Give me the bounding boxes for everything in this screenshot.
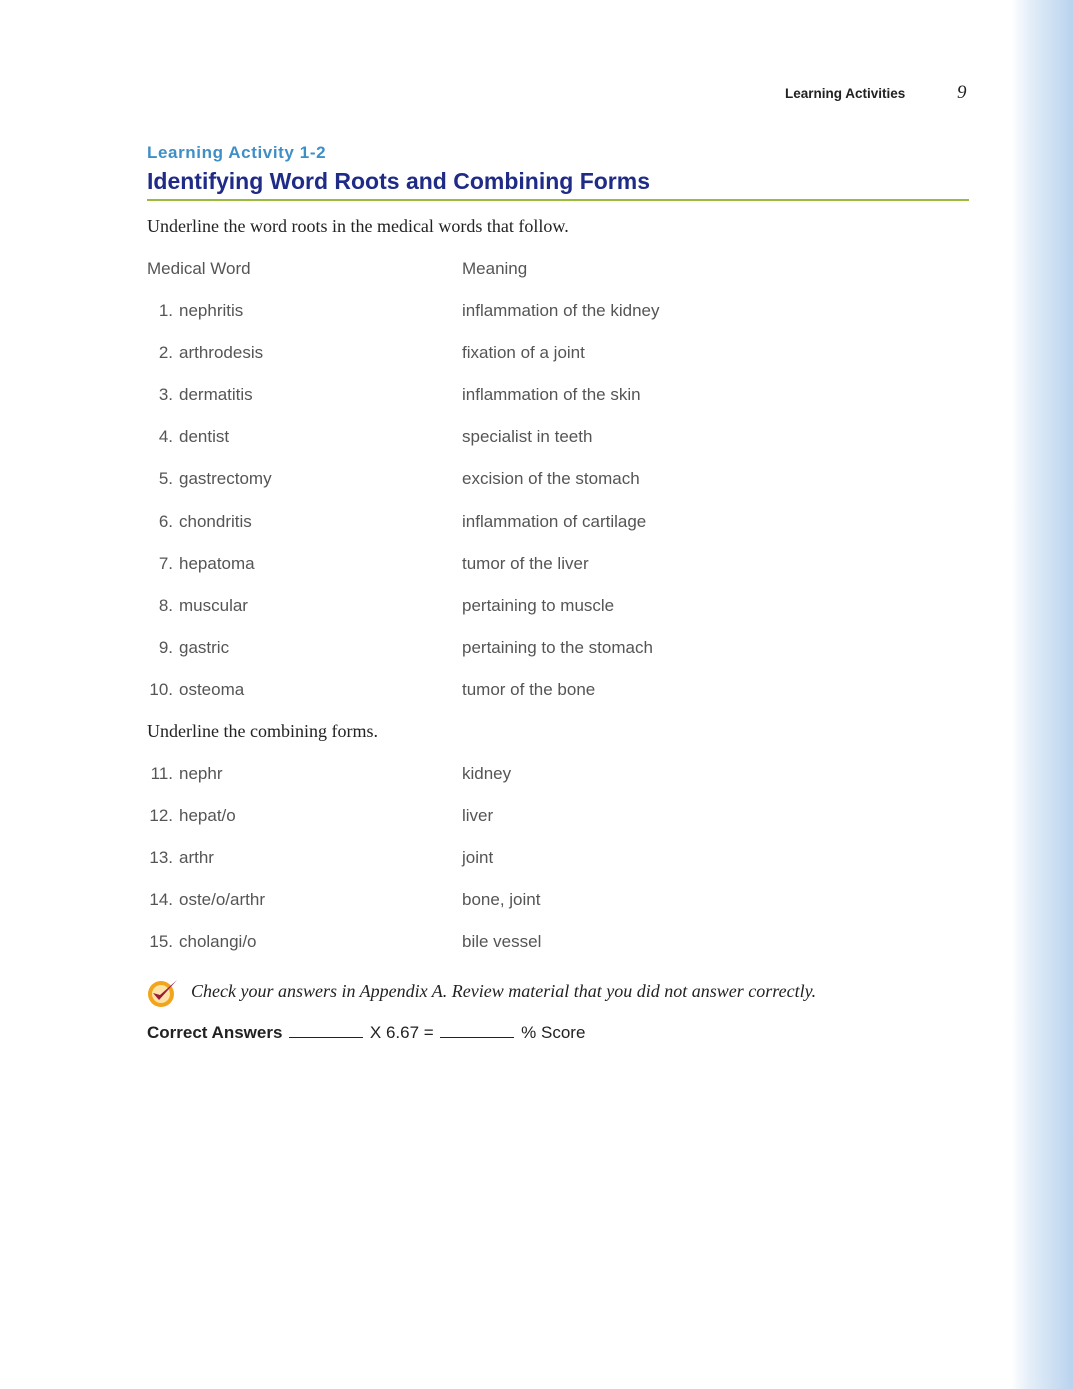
- medical-word[interactable]: oste/o/arthr: [179, 890, 265, 910]
- column-header-medical-word: Medical Word: [147, 259, 251, 278]
- item-number: 4.: [158, 427, 173, 447]
- item-number: 12.: [149, 806, 173, 826]
- item-number: 15.: [149, 932, 173, 952]
- medical-word[interactable]: muscular: [179, 595, 248, 615]
- medical-word[interactable]: hepat/o: [179, 806, 236, 826]
- medical-word[interactable]: nephritis: [179, 301, 244, 320]
- item-number: 2.: [158, 343, 173, 363]
- word-meaning: kidney: [462, 764, 512, 783]
- word-meaning: fixation of a joint: [462, 343, 585, 363]
- word-meaning: tumor of the bone: [462, 679, 596, 699]
- item-number: 13.: [149, 848, 173, 868]
- correct-answers-blank[interactable]: [289, 1023, 363, 1038]
- item-number: 7.: [158, 553, 173, 573]
- medical-word[interactable]: hepatoma: [179, 553, 255, 573]
- medical-word[interactable]: dentist: [179, 427, 230, 447]
- word-meaning: tumor of the liver: [462, 553, 589, 573]
- score-blank[interactable]: [440, 1023, 514, 1038]
- item-number: 5.: [158, 469, 173, 489]
- item-number: 9.: [158, 637, 173, 657]
- medical-word[interactable]: osteoma: [179, 679, 245, 699]
- item-number: 14.: [149, 890, 173, 910]
- word-meaning: bile vessel: [462, 932, 542, 952]
- item-number: 6.: [158, 511, 173, 531]
- check-answers-note: Check your answers in Appendix A. Review material that you did not answer correctly.: [191, 981, 817, 1001]
- score-line: [147, 1023, 585, 1043]
- column-header-meaning: Meaning: [462, 259, 528, 278]
- activity-label: Learning Activity 1-2: [147, 143, 327, 162]
- word-meaning: inflammation of cartilage: [462, 511, 647, 531]
- item-number: 11.: [150, 764, 173, 783]
- instruction-word-roots: Underline the word roots in the medical words that follow.: [147, 216, 569, 236]
- medical-word[interactable]: gastric: [179, 637, 230, 657]
- running-head: Learning Activities: [785, 86, 906, 101]
- word-meaning: inflammation of the kidney: [462, 301, 660, 320]
- score-suffix: % Score: [521, 1023, 586, 1042]
- instruction-combining-forms: Underline the combining forms.: [147, 721, 378, 741]
- item-number: 1.: [158, 301, 173, 320]
- word-meaning: inflammation of the skin: [462, 385, 641, 405]
- word-meaning: specialist in teeth: [462, 427, 593, 447]
- medical-word[interactable]: dermatitis: [179, 385, 253, 405]
- item-number: 8.: [158, 595, 173, 615]
- word-meaning: excision of the stomach: [462, 469, 640, 489]
- word-meaning: bone, joint: [462, 890, 541, 910]
- medical-word[interactable]: cholangi/o: [179, 932, 257, 952]
- word-meaning: liver: [462, 806, 494, 826]
- word-meaning: joint: [462, 848, 494, 868]
- medical-word[interactable]: nephr: [179, 764, 223, 783]
- activity-title: Identifying Word Roots and Combining Forms: [147, 168, 650, 194]
- score-label: Correct Answers: [147, 1023, 283, 1042]
- item-number: 10.: [149, 679, 173, 699]
- word-meaning: pertaining to the stomach: [462, 637, 653, 657]
- score-multiplier: X 6.67 =: [369, 1023, 434, 1042]
- medical-word[interactable]: chondritis: [179, 511, 252, 531]
- medical-word[interactable]: arthr: [179, 848, 214, 868]
- item-number: 3.: [158, 385, 173, 405]
- medical-word[interactable]: arthrodesis: [179, 343, 264, 363]
- page-edge-gradient: [1011, 0, 1073, 1389]
- word-meaning: pertaining to muscle: [462, 595, 615, 615]
- page-number: 9: [957, 82, 967, 103]
- checkmark-icon: [146, 977, 180, 1009]
- medical-word[interactable]: gastrectomy: [179, 469, 272, 489]
- title-rule: [147, 199, 969, 201]
